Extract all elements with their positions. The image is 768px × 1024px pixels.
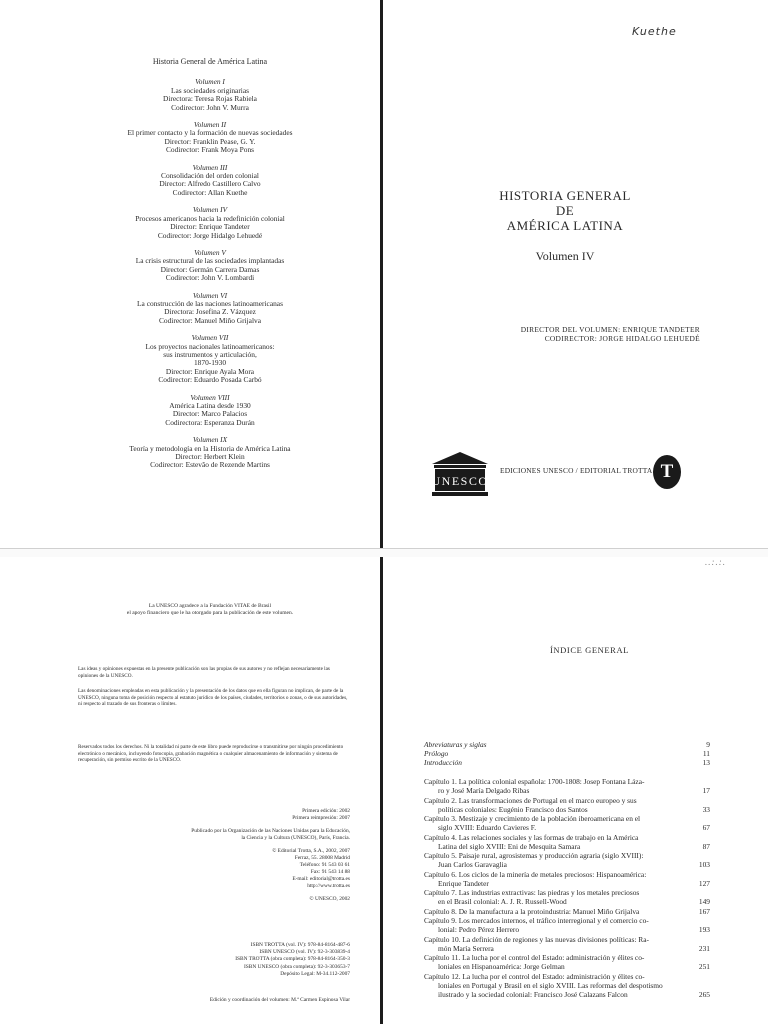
- publisher-address: Ferraz, 55. 28008 Madrid: [294, 855, 350, 861]
- volume-line: La construcción de las naciones latinoamericanas: [137, 298, 283, 308]
- volume-line: Codirector: Jorge Hidalgo Lehuedé: [157, 230, 263, 240]
- toc-entry-title: Capítulo 11. La lucha por el control del Estado: administración y élites co-: [424, 953, 645, 962]
- volume-label: Volumen IV: [535, 249, 595, 263]
- toc-chapter-line: [424, 925, 710, 934]
- book-title-line-3: AMÉRICA LATINA: [506, 218, 624, 233]
- volume-line: Director: Herbert Klein: [175, 452, 245, 462]
- toc-chapter-line: [424, 981, 710, 990]
- volume-entry: [60, 436, 360, 470]
- publisher-web: http://www.trotta.es: [307, 883, 350, 889]
- toc-chapter-line: [424, 833, 710, 842]
- volume-entry: [60, 206, 360, 240]
- toc-page-number: 17: [702, 786, 710, 795]
- toc-entry-title: Capítulo 5. Paisaje rural, agrosistemas y producción agraria (siglo XVIII):: [424, 851, 644, 860]
- isbn-unesco-all: ISBN UNESCO (obra completa): 92-3-303653-7: [244, 963, 350, 970]
- volume-entry: [60, 164, 360, 198]
- toc-page-number: 103: [698, 860, 710, 869]
- toc-entry-title: ro y José María Delgado Ribas: [438, 786, 530, 795]
- toc-page-number: 11: [702, 749, 710, 758]
- toc-entry-title: Capítulo 4. Las relaciones sociales y las formas de trabajo en la América: [424, 832, 639, 842]
- volume-name: Volumen VIII: [190, 392, 230, 402]
- toc-entry-title: ilustrado y la sociedad colonial: Francisco José Calazans Falcon: [438, 989, 628, 999]
- rights-reserved: Reservados todos los derechos. Ni la totalidad ni parte de este libro puede reproducirse o transmitirse por ningún procedimiento electrónico o mecánico, incluyendo fotocopia, grabación magnética o cualquier almacenamiento de información y sistema de recuperación, sin permiso escrito de la UNESCO.: [78, 744, 344, 763]
- unesco-copyright: © UNESCO, 2002: [309, 896, 350, 902]
- volume-line: Director: Franklin Pease, G. Y.: [164, 136, 256, 146]
- toc-chapter-entry: [424, 796, 710, 814]
- volume-line: Codirector: Allan Kuethe: [172, 187, 248, 197]
- toc-entry-title: políticas coloniales: Eugénio Francisco dos Santos: [438, 804, 588, 814]
- volume-codirector: CODIRECTOR: JORGE HIDALGO LEHUEDÉ: [544, 334, 700, 343]
- handwritten-note: Kuethe: [632, 25, 677, 38]
- toc-chapter-entry: [424, 870, 710, 888]
- toc-entry-title: Capítulo 8. De la manufactura a la protoindustria: Manuel Miño Grijalva: [424, 906, 640, 916]
- toc-page-number: 167: [698, 906, 710, 916]
- toc-chapter-line: [424, 851, 710, 860]
- volume-line: Directora: Josefina Z. Vázquez: [164, 307, 256, 317]
- volume-line: Codirector: John V. Murra: [171, 102, 249, 112]
- volume-line: Las sociedades originarias: [171, 85, 249, 95]
- chapter-list: [424, 777, 710, 999]
- volume-entry: [60, 292, 360, 326]
- series-title: Historia General de América Latina: [152, 57, 268, 66]
- volume-line: Consolidación del orden colonial: [161, 171, 259, 181]
- volume-name: Volumen IV: [192, 205, 228, 215]
- publisher-email: E-mail: editorial@trotta.es: [292, 876, 350, 882]
- edition-info: [70, 808, 350, 903]
- toc-page-number: 251: [698, 962, 710, 971]
- toc-entry-title: Capítulo 2. Las transformaciones de Portugal en el marco europeo y sus: [424, 795, 637, 805]
- volume-line: Director: Marco Palacios: [172, 409, 248, 419]
- published-by-1: Publicado por la Organización de las Naciones Unidas para la Educación,: [191, 828, 350, 834]
- toc-chapter-line: [424, 916, 710, 925]
- toc-chapter-line: [424, 972, 710, 981]
- toc-entry-title: Abreviaturas y siglas: [424, 740, 487, 749]
- toc-page-number: 149: [698, 897, 710, 906]
- legal-deposit: Depósito Legal: M-34.112-2007: [280, 970, 350, 977]
- published-by-2: la Ciencia y la Cultura (UNESCO), París, Francia.: [241, 835, 350, 841]
- toc-chapter-line: [424, 814, 710, 823]
- isbn-unesco-vol: ISBN UNESCO (vol. IV): 92-3-303839-4: [259, 949, 350, 956]
- volume-line: Directora: Teresa Rojas Rabiela: [163, 94, 257, 104]
- toc-chapter-line: [424, 823, 710, 832]
- toc-entry-title: Enrique Tandeter: [438, 878, 489, 888]
- director-block: [420, 325, 700, 343]
- toc-chapter-entry: [424, 851, 710, 869]
- volume-name: Volumen VII: [191, 333, 229, 343]
- toc-chapter-line: [424, 796, 710, 805]
- toc-entry-title: Latina del siglo XVIII: Eni de Mesquita Samara: [438, 841, 581, 851]
- volume-line: 1870-1930: [193, 358, 227, 368]
- volume-line: sus instrumentos y articulación,: [163, 349, 257, 359]
- isbn-block: [130, 942, 350, 978]
- toc-page-number: 33: [702, 804, 710, 814]
- toc-entry-title: loniales en Hispanoamérica: Jorge Gelman: [438, 962, 565, 971]
- toc-chapter-entry: [424, 888, 710, 906]
- isbn-trotta-all: ISBN TROTTA (obra completa): 978-84-8164-350-3: [235, 956, 350, 963]
- toc-entry-title: loniales en Portugal y Brasil en el siglo XVIII. Las reformas del despotismo: [438, 980, 663, 990]
- toc-page-number: 265: [698, 989, 710, 999]
- toc-page-number: 9: [706, 740, 710, 749]
- toc-entry-title: Juan Carlos Garavaglia: [438, 860, 507, 869]
- toc-entry-title: lonial: Pedro Pérez Herrero: [438, 925, 520, 934]
- toc-chapter-line: [424, 944, 710, 953]
- isbn-trotta-vol: ISBN TROTTA (vol. IV): 978-84-8164-487-6: [250, 942, 350, 948]
- toc-page-number: 127: [698, 878, 710, 888]
- edition-credit: Edición y coordinación del volumen: M.ª Carmen Espinosa Vilar: [209, 997, 350, 1003]
- toc-page-number: 87: [702, 841, 710, 851]
- volume-line: Los proyectos nacionales latinoamericanos:: [145, 341, 275, 351]
- toc-chapter-entry: [424, 972, 710, 999]
- toc-chapter-line: [424, 907, 710, 916]
- toc-entry-title: Capítulo 1. La política colonial española: 1700-1808: Josep Fontana Láza-: [424, 777, 645, 786]
- volume-list: [60, 78, 360, 469]
- toc-chapter-entry: [424, 907, 710, 916]
- volume-line: Codirector: John V. Lombardi: [165, 273, 255, 283]
- volume-line: Codirector: Estevão de Rezende Martins: [150, 460, 270, 470]
- volume-line: Director: Germán Carrera Damas: [160, 264, 260, 274]
- toc-chapter-entry: [424, 833, 710, 851]
- toc-entry-title: Capítulo 3. Mestizaje y crecimiento de la población iberoamericana en el: [424, 814, 641, 823]
- toc-entry-title: Capítulo 10. La definición de regiones y las nuevas divisiones políticas: Ra-: [424, 934, 649, 944]
- first-reprint: Primera reimpresión: 2007: [292, 815, 350, 821]
- volume-name: Volumen IX: [192, 435, 228, 445]
- index-title: ÍNDICE GENERAL: [550, 645, 629, 655]
- toc-chapter-line: [424, 805, 710, 814]
- front-matter-list: [424, 740, 710, 767]
- toc-entry-title: en el Brasil colonial: A. J. R. Russell-Wood: [438, 897, 567, 906]
- toc-page-number: 67: [702, 823, 710, 832]
- toc-page-number: 193: [698, 925, 710, 934]
- disclaimer-opinions: Las ideas y opiniones expuestas en la presente publicación son las propias de sus autores y no reflejan necesariamente las opiniones de la UNESCO.: [78, 666, 330, 679]
- volume-entry: [60, 334, 360, 384]
- toc-front-entry: [424, 758, 710, 767]
- toc-chapter-line: [424, 786, 710, 795]
- toc-page-number: 13: [702, 758, 710, 767]
- toc-chapter-line: [424, 777, 710, 786]
- toc-chapter-entry: [424, 814, 710, 832]
- page-gutter-vertical: [380, 0, 383, 1024]
- page-gutter-horizontal: [0, 548, 768, 557]
- publisher-phone: Teléfono: 91 543 03 61: [299, 862, 350, 868]
- unesco-logo-text: UNESCO: [431, 474, 489, 488]
- publisher-fax: Fax: 91 543 14 88: [310, 869, 350, 875]
- publishers-line: EDICIONES UNESCO / EDITORIAL TROTTA: [500, 466, 653, 475]
- first-edition: Primera edición: 2002: [302, 808, 350, 814]
- volume-name: Volumen VI: [192, 290, 228, 300]
- ack-line-2: el apoyo financiero que le ha otorgado para la publicación de este volumen.: [126, 610, 294, 616]
- toc-chapter-entry: [424, 935, 710, 953]
- volume-line: La crisis estructural de las sociedades implantadas: [135, 256, 285, 266]
- toc-chapter-entry: [424, 953, 710, 971]
- volume-director: DIRECTOR DEL VOLUMEN: ENRIQUE TANDETER: [520, 325, 700, 334]
- disclaimer-denominations: Las denominaciones empleadas en esta publicación y la presentación de los datos que en ella figuran no implican, de parte de la UNESCO, ninguna toma de posición respecto al estatuto jurídico de los países, ciudades, territorios o zonas, o de sus autoridades, ni respecto al trazado de sus fronteras o límites.: [78, 688, 348, 707]
- series-list: [60, 58, 360, 479]
- ack-line-1: La UNESCO agradece a la Fundación VITAE de Brasil: [148, 603, 272, 609]
- toc-chapter-line: [424, 897, 710, 906]
- volume-line: Codirector: Manuel Miño Grijalva: [158, 315, 261, 325]
- volume-line: Procesos americanos hacia la redefinición colonial: [135, 213, 285, 223]
- toc-entry-title: Capítulo 7. Las industrias extractivas: las piedras y los metales preciosos: [424, 888, 640, 897]
- volume-line: Codirector: Eduardo Posada Carbó: [158, 375, 262, 385]
- toc-entry-title: Introducción: [424, 758, 462, 767]
- volume-entry: [60, 78, 360, 112]
- volume-entry: [60, 394, 360, 428]
- toc-entry-title: Prólogo: [424, 749, 449, 758]
- toc-chapter-line: [424, 935, 710, 944]
- toc-entry-title: siglo XVIII: Eduardo Cavieres F.: [438, 823, 537, 832]
- toc-front-entry: [424, 740, 710, 749]
- volume-name: Volumen III: [192, 162, 228, 172]
- book-title-line-2: DE: [555, 203, 575, 218]
- toc-chapter-line: [424, 879, 710, 888]
- toc-chapter-entry: [424, 777, 710, 795]
- toc-chapter-line: [424, 870, 710, 879]
- unesco-logo-icon: [430, 450, 490, 498]
- volume-line: Codirector: Frank Moya Pons: [165, 145, 255, 155]
- toc-entry-title: Capítulo 12. La lucha por el control del Estado: administración y élites co-: [424, 971, 645, 981]
- toc-page-number: 231: [698, 943, 710, 953]
- toc-chapter-line: [424, 842, 710, 851]
- volume-name: Volumen I: [195, 77, 225, 87]
- toc-chapter-entry: [424, 916, 710, 934]
- volume-line: El primer contacto y la formación de nuevas sociedades: [127, 128, 293, 138]
- toc-chapter-line: [424, 962, 710, 971]
- volume-name: Volumen II: [193, 120, 227, 130]
- book-title: [420, 188, 710, 233]
- toc-entry-title: món María Serrera: [438, 943, 494, 953]
- volume-entry: [60, 121, 360, 155]
- toc-chapter-line: [424, 953, 710, 962]
- toc-chapter-line: [424, 990, 710, 999]
- book-title-line-1: HISTORIA GENERAL: [499, 188, 631, 203]
- table-of-contents: [424, 740, 710, 999]
- volume-line: Director: Enrique Ayala Mora: [165, 366, 255, 376]
- toc-entry-title: Capítulo 6. Los ciclos de la minería de metales preciosos: Hispanoamérica:: [424, 869, 647, 879]
- trotta-copyright: © Editorial Trotta, S.A., 2002, 2007: [272, 848, 350, 854]
- toc-chapter-line: [424, 860, 710, 869]
- toc-entry-title: Capítulo 9. Los mercados internos, el tráfico interregional y el comercio co-: [424, 916, 649, 925]
- volume-line: Director: Alfredo Castillero Calvo: [159, 179, 261, 189]
- volume-line: Director: Enrique Tandeter: [170, 222, 250, 232]
- volume-line: Codirectora: Esperanza Durán: [165, 417, 255, 427]
- toc-front-entry: [424, 749, 710, 758]
- toc-chapter-line: [424, 888, 710, 897]
- scan-smudge: ..:.:.: [705, 557, 726, 567]
- volume-line: América Latina desde 1930: [169, 401, 251, 410]
- acknowledgement: [60, 603, 360, 617]
- trotta-logo-icon: T: [653, 455, 681, 489]
- volume-entry: [60, 249, 360, 283]
- volume-line: Teoría y metodología en la Historia de América Latina: [129, 443, 291, 453]
- volume-name: Volumen V: [194, 247, 226, 257]
